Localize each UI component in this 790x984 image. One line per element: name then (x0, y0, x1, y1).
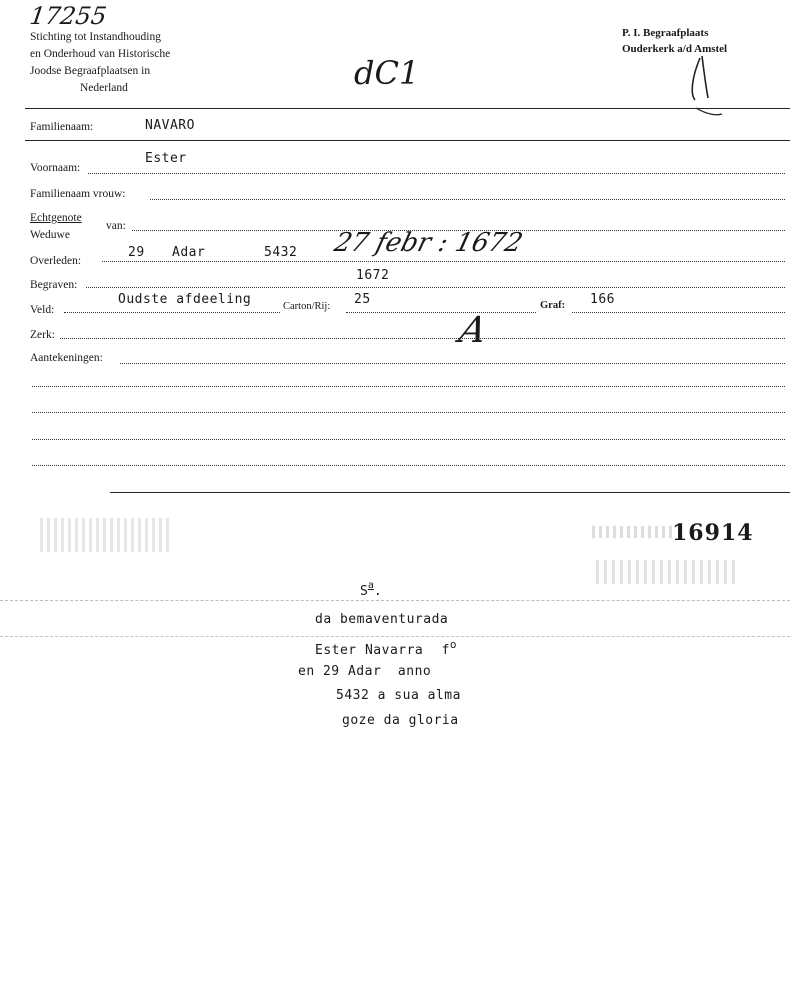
aantekeningen-label: Aantekeningen: (30, 352, 103, 364)
aantekeningen-line (120, 363, 785, 364)
overleden-year: 5432 (264, 245, 298, 260)
handwritten-code: dC1 (354, 54, 420, 92)
familienaam-vrouw-label: Familienaam vrouw: (30, 188, 126, 200)
familienaam-divider (25, 140, 790, 141)
card-line-1-text: S (360, 584, 368, 599)
stamp-number: 16914 (672, 520, 754, 546)
overleden-line (102, 261, 785, 262)
zerk-line (60, 338, 785, 339)
echtgenote-label: Echtgenote (30, 212, 82, 224)
carton-value: 25 (354, 292, 371, 307)
faint-stamp-right (592, 526, 674, 538)
begraven-value: 1672 (356, 268, 390, 283)
card-line-6: goze da gloria (342, 713, 459, 728)
veld-label: Veld: (30, 304, 55, 316)
familienaam-label: Familienaam: (30, 121, 94, 133)
graf-value: 166 (590, 292, 615, 307)
overleden-handwritten-date: 27 febr : 1672 (331, 228, 526, 258)
card-line-3 (315, 638, 457, 658)
org-line: en Onderhoud van Historische (30, 48, 171, 60)
voornaam-value: Ester (145, 151, 187, 166)
card-line-3-text: Ester Navarra (315, 643, 424, 658)
familienaam-vrouw-line (150, 199, 785, 200)
van-label: van: (106, 220, 126, 232)
org-line: Nederland (80, 82, 128, 94)
familienaam-value: NAVARO (145, 118, 195, 133)
card-line-1-sup: a (367, 580, 374, 591)
aantekeningen-line (32, 412, 785, 413)
overleden-month: Adar (172, 245, 206, 260)
handwritten-record-number: 17255 (28, 2, 109, 30)
cemetery-line: P. I. Begraafplaats (622, 27, 709, 39)
voornaam-label: Voornaam: (30, 162, 81, 174)
zerk-label: Zerk: (30, 329, 55, 341)
cemetery-line: Ouderkerk a/d Amstel (622, 43, 728, 55)
graf-line (572, 312, 785, 313)
form-bottom-rule (110, 492, 790, 493)
card-line-1 (360, 580, 382, 599)
begraven-label: Begraven: (30, 279, 78, 291)
overleden-label: Overleden: (30, 255, 82, 267)
org-line: Joodse Begraafplaatsen in (30, 65, 151, 77)
aantekeningen-line (32, 439, 785, 440)
card-line-1-dot: . (373, 584, 382, 599)
veld-value: Oudste afdeeling (118, 292, 252, 307)
faint-rule (0, 636, 790, 637)
carton-line (346, 312, 536, 313)
faint-stamp-left (40, 518, 170, 552)
voornaam-line (88, 173, 785, 174)
org-line: Stichting tot Instandhouding (30, 31, 161, 43)
aantekeningen-line (32, 386, 785, 387)
weduwe-label: Weduwe (30, 229, 70, 241)
overleden-day: 29 (128, 245, 145, 260)
card-line-3-sup: o (449, 638, 458, 651)
faint-rule (0, 600, 790, 601)
card-line-3-suffix: f (441, 643, 450, 658)
organization-block (30, 29, 170, 97)
handwritten-mark-icon (686, 52, 726, 122)
card-line-2: da bemaventurada (315, 612, 449, 627)
zerk-handwritten: A (455, 310, 491, 351)
header-divider (25, 108, 790, 109)
graf-label: Graf: (540, 300, 566, 311)
card-line-4: en 29 Adar anno (298, 664, 432, 679)
faint-stamp-right (596, 560, 736, 584)
veld-line (64, 312, 280, 313)
carton-label: Carton/Rij: (283, 301, 331, 312)
aantekeningen-line (32, 465, 785, 466)
card-line-5: 5432 a sua alma (336, 688, 461, 703)
begraven-line (86, 287, 785, 288)
